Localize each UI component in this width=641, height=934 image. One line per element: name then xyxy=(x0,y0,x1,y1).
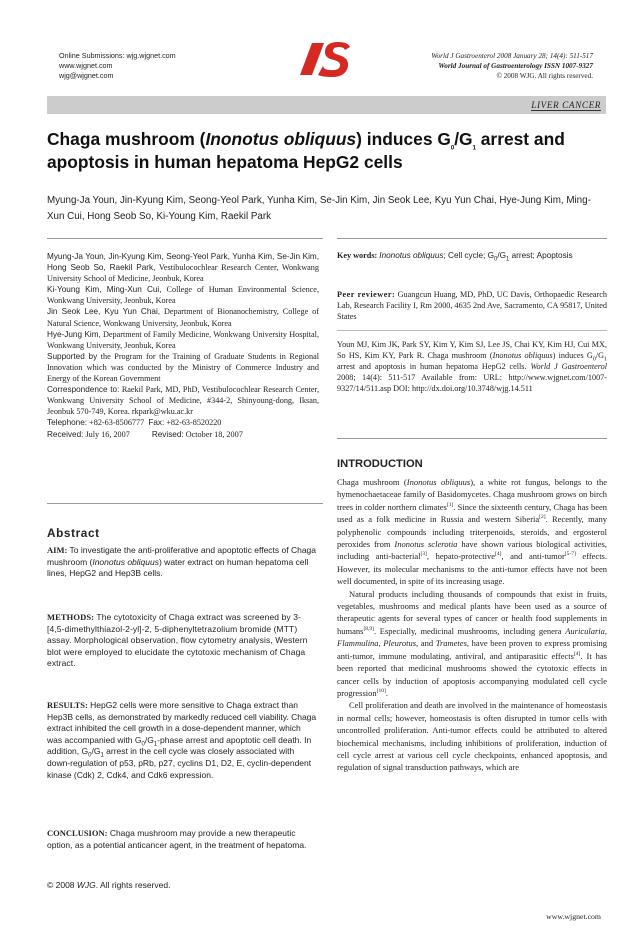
title-part: arrest and apoptosis in human hepatoma HepG2 cells xyxy=(47,129,565,172)
text-run: Cell proliferation and death are involved in the maintenance of homeostasis in normal cells; however, homeostasis is often disrupted in tumor cells with uncontrolled proliferation. Anti-tumor effects could be attributed to altered biochemical mechanisms, including inhibitions of proliferation, induction of cell cycle arrest at various cell cycle checkpoints, enhanced apoptosis, and regulation of signal transduction pathways, which are xyxy=(337,700,607,773)
text-run: . It has been reported that medicinal mushrooms showed the cytotoxic effects in cancer cells by induction of apoptosis accompanying modulated cell cycle progression xyxy=(337,650,607,698)
peer-reviewer-text: Guangcun Huang, MD, PhD, UC Davis, Orthopaedic Research Lab, Research Facility I, Rm 2000, 4635 2nd Ave, Sacramento, CA 95817, United States xyxy=(337,290,607,322)
keywords-sub: 0 xyxy=(494,256,498,263)
citation-ref: [8,9] xyxy=(363,625,374,632)
phone-fax-line xyxy=(47,417,319,428)
affiliation xyxy=(47,329,319,351)
results-sub: 0 xyxy=(88,753,92,760)
received-value: July 16, 2007 xyxy=(85,429,130,439)
telephone-value: +82-63-8506777 xyxy=(89,418,145,428)
abstract-conclusion xyxy=(47,828,317,851)
funding-note xyxy=(47,351,319,384)
affiliation-names: Supported by xyxy=(47,351,98,361)
aim-text: ) water extract on human hepatoma cell lines, HepG2 and Hep3B cells. xyxy=(47,556,309,579)
correspondence xyxy=(47,384,319,417)
keywords-label: Key words: xyxy=(337,251,378,260)
fax-label: Fax: xyxy=(148,418,165,428)
website-line: www.wjgnet.com xyxy=(59,61,113,70)
introduction-heading: INTRODUCTION xyxy=(337,458,423,470)
affiliation-names: Hye-Jung Kim, xyxy=(47,329,101,339)
text-run: , and anti-tumor xyxy=(501,551,565,562)
affiliation xyxy=(47,251,319,284)
journal-issue-line: World J Gastroenterol 2008 January 28; 14(4): 511-517 xyxy=(431,52,593,60)
article-title xyxy=(47,128,607,174)
abstract-aim xyxy=(47,545,317,580)
title-sub: 0 xyxy=(450,145,455,152)
copyright-text: © 2008 xyxy=(47,880,77,890)
citation-journal: World J Gastroenterol xyxy=(530,362,607,372)
dates-line xyxy=(47,429,319,440)
citation-rule xyxy=(337,330,607,331)
citation-sub: 0 xyxy=(592,356,596,363)
italic-term: Inonotus obliquus xyxy=(406,477,471,487)
footer-url: www.wjgnet.com xyxy=(546,912,601,921)
text-run: and xyxy=(418,638,436,649)
abstract-results xyxy=(47,700,317,781)
received-label: Received: xyxy=(47,429,84,439)
citation-text: /G xyxy=(595,351,604,361)
conclusion-label: CONCLUSION: xyxy=(47,828,108,838)
citation-ref: [10] xyxy=(376,687,386,694)
abstract-copyright xyxy=(47,880,317,892)
results-sub: 0 xyxy=(141,741,145,748)
keywords-text: arrest; Apoptosis xyxy=(509,251,573,260)
citation-ref: [4] xyxy=(495,551,502,558)
results-text: /G xyxy=(91,746,101,757)
citation-ref: [1] xyxy=(446,501,454,508)
revised-label: Revised: xyxy=(151,429,184,439)
italic-term: Inonotus sclerotia xyxy=(394,539,458,550)
citation-ref: [2] xyxy=(539,514,546,521)
abstract-methods xyxy=(47,612,317,670)
section-bar xyxy=(47,96,606,114)
text-run: . Especially, medicinal mushrooms, including genera xyxy=(374,625,566,636)
title-species: Inonotus obliquus xyxy=(205,129,357,149)
affiliation-text: Department of Family Medicine, Wonkwang University Hospital, Wonkwang University, Jeonbuk, Korea xyxy=(47,329,319,350)
keywords xyxy=(337,250,607,261)
text-run: effects. However, its molecular mechanisms to the anti-tumor effects have not been well documented, in spite of its increasing usage. xyxy=(337,551,607,587)
copyright-line: © 2008 WJG. All rights reserved. xyxy=(496,72,593,80)
aim-label: AIM: xyxy=(47,545,68,555)
italic-term: Auricularia, Flammulina, Pleurotus, xyxy=(337,625,607,649)
text-run: have shown various biological activities, including anti-bacterial xyxy=(337,539,607,562)
journal-contact-block xyxy=(59,51,176,81)
citation-text: arrest and apoptosis in human hepatoma HepG2 cells. xyxy=(337,362,531,372)
results-text: /G xyxy=(144,734,154,745)
conclusion-text: Chaga mushroom may provide a new therapeutic option, as a potential anticancer agent, in the treatment of hepatoma. xyxy=(47,828,307,850)
right-column-rule xyxy=(337,238,607,239)
intro-rule xyxy=(337,438,607,439)
revised-value: October 18, 2007 xyxy=(185,429,243,439)
methods-text: The cytotoxicity of Chaga extract was screened by 3-[4,5-dimethylthiazol-2-yl]-2, 5-diphenyltetrazolium bromide (MTT) assay. Morphological observation, flow cytometry analysis, Western blot were employed to elucidate the cytotoxic mechanism of Chaga extract. xyxy=(47,612,308,669)
copyright-journal: WJG xyxy=(76,880,96,890)
citation-text: 2008; 14(4): 511-517 Available from: URL: http://www.wjgnet.com/1007-9327/14/511.asp DOI: http://dx.doi.org/10.3748/wjg.14.511 xyxy=(337,373,607,394)
citation-sub: 1 xyxy=(604,356,607,363)
author-list: Myung-Ja Youn, Jin-Kyung Kim, Seong-Yeol Park, Yunha Kim, Se-Jin Kim, Jin Seok Lee, Kyu Yun Chai, Hye-Jung Kim, Ming-Xun Cui, Hong Seob So, Ki-Young Kim, Raekil Park xyxy=(47,195,591,222)
email-line: wjg@wjgnet.com xyxy=(59,71,114,80)
text-run: . Recently, many polyphenolic compounds including triterpenoids, steroids, and ergosterol peroxides from xyxy=(337,514,607,550)
introduction-body xyxy=(337,476,607,774)
results-text: HepG2 cells were more sensitive to Chaga extract than Hep3B cells, as demonstrated by markedly reduced cell viability. Chaga extract inhibited the cell growth in a dose-dependent manner, which was accompanied with G xyxy=(47,700,317,745)
affiliation-names: Jin Seok Lee, Kyu Yun Chai, xyxy=(47,307,161,317)
affiliation-text: College of Human Environmental Science, Wonkwang University, Jeonbuk, Korea xyxy=(47,285,319,306)
telephone-label: Telephone: xyxy=(47,418,88,428)
left-column-rule xyxy=(47,238,323,239)
affiliation-text: the Program for the Training of Graduate Students in Regional Innovation which was conducted by the Ministry of Commerce Industry and Energy of the Korean Government xyxy=(47,351,319,384)
affiliation-names: Myung-Ja Youn, Jin-Kyung Kim, Seong-Yeol Park, Yunha Kim, Se-Jin Kim, Hong Seob So, Raekil Park, xyxy=(47,252,319,273)
text-run: ), a white rot fungus, belongs to the hymenochaetaceae family of Basidomycetes. Chaga mushroom grows on birch trees in colder northern climates xyxy=(337,477,607,512)
results-sub: 1 xyxy=(100,753,104,760)
affiliation xyxy=(47,284,319,306)
citation-ref: [4] xyxy=(573,650,581,657)
submission-line: Online Submissions: wjg.wjgnet.com xyxy=(59,51,176,60)
citation-text: Youn MJ, Kim JK, Park SY, Kim Y, Kim SJ, Lee JS, Chai KY, Kim HJ, Cui MX, So HS, Kim KY, Park R. Chaga mushroom ( xyxy=(337,340,607,361)
citation-text: ) induces G xyxy=(552,351,593,361)
text-run: . Since the sixteenth century, Chaga has been used as a folk medicine in Russia and western Siberia xyxy=(337,501,607,525)
text-run: Chaga mushroom ( xyxy=(337,477,407,487)
affiliation-text: Vestibulocochlear Research Center, Wonkwang University School of Medicine, Jeonbuk, Korea xyxy=(47,263,319,284)
keywords-text: ; Cell cycle; G xyxy=(443,251,494,260)
title-part: /G xyxy=(454,129,473,149)
italic-term: Trametes xyxy=(435,638,467,649)
intro-paragraph-3 xyxy=(337,699,607,773)
results-sub: 1 xyxy=(153,741,158,748)
copyright-text: . All rights reserved. xyxy=(95,880,171,890)
affiliation-names: Correspondence to: xyxy=(47,385,120,395)
affiliation xyxy=(47,306,319,328)
fax-value: +82-63-8520220 xyxy=(166,418,222,428)
affiliation-names: Ki-Young Kim, Ming-Xun Cui, xyxy=(47,285,162,295)
keywords-sub: 1 xyxy=(506,256,510,263)
affiliations xyxy=(47,251,319,440)
results-text: -phase arrest and apoptotic cell death. In addition, G xyxy=(47,734,312,757)
results-text: arrest in the cell cycle was closely associated with down-regulation of p53, pRb, p27, cyclins D1, D2, E, cyclin-dependent kinase (Cdk) 2, Cdk4, and Cdk6 expression. xyxy=(47,746,312,780)
title-part: ) induces G xyxy=(356,129,451,149)
section-label xyxy=(531,100,601,110)
citation xyxy=(337,339,607,394)
text-run: . xyxy=(385,687,388,698)
text-run: , have been proven to express promising anti-tumor, immune modulating, antiviral, and antiparasitic effects xyxy=(337,638,607,661)
text-run: Natural products including thousands of compounds that exist in fruits, vegetables, mushrooms and medical plants have been used as a source of therapeutic agents for several types of cancer or health food supplements in humans xyxy=(337,588,607,636)
citation-ref: [5-7] xyxy=(564,551,576,558)
citation-ref: [3] xyxy=(420,551,427,558)
keyword-species: Inonotus obliquus xyxy=(379,251,444,260)
affiliation-text: Raekil Park, MD, PhD, Vestibulocochlear Research Center, Wonkwang University School of Medicine, #344-2, Shinyoung-dong, Iksan, Jeonbuk 570-749, Korea. rkpark@wku.ac.kr xyxy=(47,385,319,417)
publisher-logo xyxy=(292,39,352,79)
abstract-heading: Abstract xyxy=(47,526,100,540)
journal-issn-line: World Journal of Gastroenterology ISSN 1007-9327 xyxy=(438,62,593,70)
results-label: RESULTS: xyxy=(47,700,88,710)
intro-paragraph-1 xyxy=(337,476,607,588)
citation-species: Inonotus obliquus xyxy=(492,351,553,361)
section-label-text: LIVER CANCER xyxy=(531,100,601,110)
title-part: Chaga mushroom ( xyxy=(47,129,206,149)
affiliation-bottom-rule xyxy=(47,503,323,504)
methods-label: METHODS: xyxy=(47,612,95,622)
aim-species: Inonotus obliquus xyxy=(92,556,159,567)
affiliation-text: Department of Bionanochemistry, College of Natural Science, Wonkwang University, Jeonbuk, Korea xyxy=(47,307,319,328)
journal-citation-block xyxy=(431,51,593,81)
aim-text: To investigate the anti-proliferative and apoptotic effects of Chaga mushroom ( xyxy=(47,545,317,567)
text-run: , hepato-protective xyxy=(426,551,496,562)
peer-reviewer-label: Peer reviewer: xyxy=(337,290,396,299)
peer-reviewer xyxy=(337,289,607,322)
title-sub: 1 xyxy=(472,145,476,152)
intro-paragraph-2 xyxy=(337,588,607,700)
keywords-text: /G xyxy=(497,251,506,260)
